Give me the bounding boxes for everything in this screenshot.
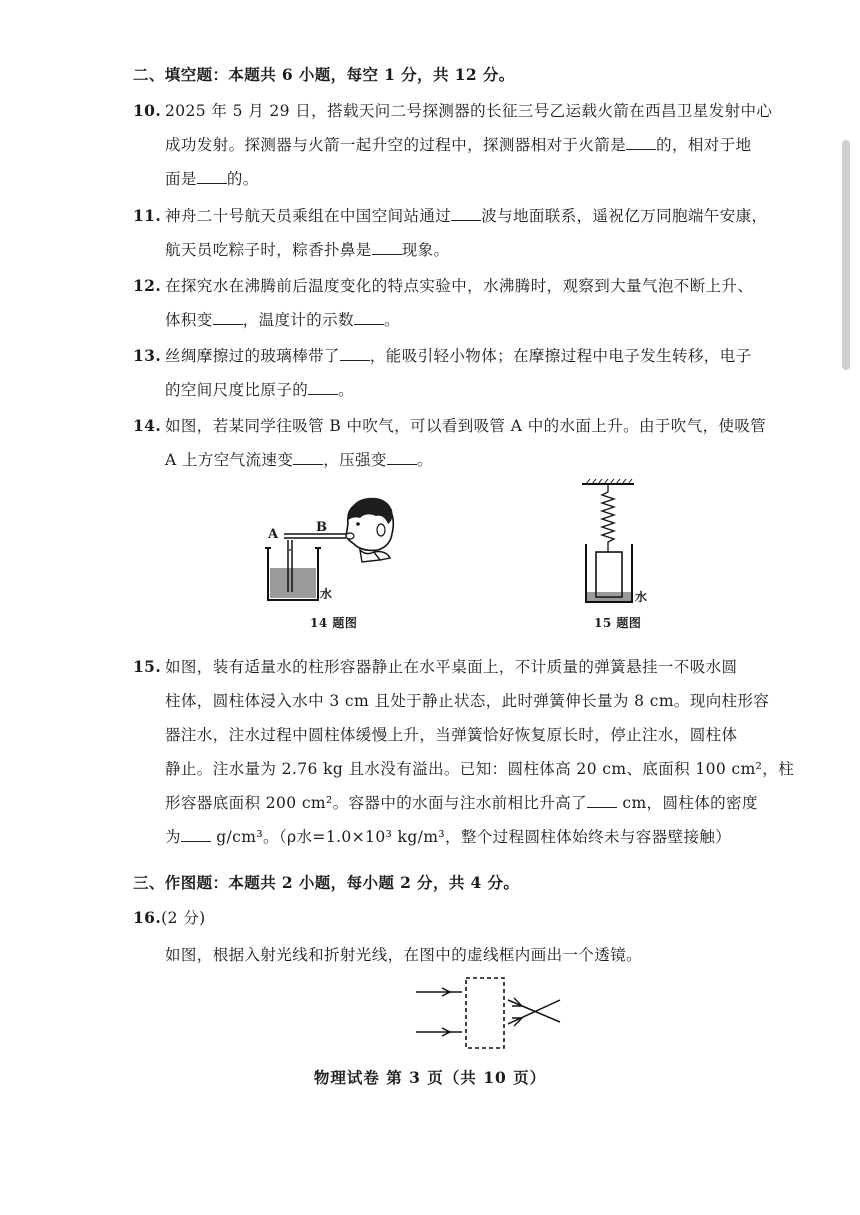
question-text: 的空间尺度比原子的 xyxy=(165,381,309,399)
section-3-title: 三、作图题：本题共 2 小题，每小题 2 分，共 4 分。 xyxy=(133,873,520,892)
figure-15-caption: 15 题图 xyxy=(594,616,642,630)
question-text: 如图，若某同学往吸管 B 中吹气，可以看到吸管 A 中的水面上升。由于吹气，使吸管 xyxy=(165,417,767,435)
question-number: 16. xyxy=(133,908,162,927)
answer-blank[interactable] xyxy=(387,450,417,465)
label-a: A xyxy=(268,527,279,542)
answer-blank[interactable] xyxy=(293,450,323,465)
question-text: ，能吸引轻小物体；在摩擦过程中电子发生转移，电子 xyxy=(369,347,752,365)
question-text: 器注水，注水过程中圆柱体缓慢上升，当弹簧恰好恢复原长时，停止注水，圆柱体 xyxy=(165,726,738,744)
answer-blank[interactable] xyxy=(354,310,384,325)
question-number: 14. xyxy=(133,416,162,435)
question-text: 在探究水在沸腾前后温度变化的特点实验中，水沸腾时，观察到大量气泡不断上升、 xyxy=(165,277,754,295)
question-text: cm，圆柱体的密度 xyxy=(622,794,758,812)
question-text: A 上方空气流速变 xyxy=(165,451,294,469)
question-score: (2 分) xyxy=(161,909,206,927)
answer-blank[interactable] xyxy=(626,135,656,150)
question-text: g/cm³。（ρ水=1.0×10³ kg/m³，整个过程圆柱体始终未与容器壁接触） xyxy=(216,828,732,846)
answer-blank[interactable] xyxy=(340,346,370,361)
question-text: ，温度计的示数 xyxy=(242,311,355,329)
question-number: 11. xyxy=(133,206,162,225)
question-text: 的。 xyxy=(226,170,259,188)
label-water: 水 xyxy=(635,590,648,604)
question-text: 如图，装有适量水的柱形容器静止在水平桌面上，不计质量的弹簧悬挂一不吸水圆 xyxy=(165,658,738,676)
answer-blank[interactable] xyxy=(308,380,338,395)
label-water: 水 xyxy=(320,587,333,601)
answer-blank[interactable] xyxy=(213,310,243,325)
answer-blank[interactable] xyxy=(587,793,617,808)
section-2-title: 二、填空题：本题共 6 小题，每空 1 分，共 12 分。 xyxy=(133,65,515,84)
figure-14-diagram xyxy=(262,494,422,604)
question-text: ，压强变 xyxy=(323,451,387,469)
answer-blank[interactable] xyxy=(451,206,481,221)
question-text: 。 xyxy=(338,381,355,399)
question-text: 成功发射。探测器与火箭一起升空的过程中，探测器相对于火箭是 xyxy=(165,136,627,154)
question-text: 丝绸摩擦过的玻璃棒带了 xyxy=(165,347,340,365)
question-text: 体积变 xyxy=(165,311,213,329)
question-text: 的，相对于地 xyxy=(656,136,752,154)
question-text: 如图，根据入射光线和折射光线，在图中的虚线框内画出一个透镜。 xyxy=(165,946,643,964)
scrollbar[interactable] xyxy=(842,140,850,370)
answer-blank[interactable] xyxy=(372,240,402,255)
page-footer: 物理试卷 第 3 页（共 10 页） xyxy=(313,1068,547,1087)
question-number: 15. xyxy=(133,657,162,676)
question-text: 神舟二十号航天员乘组在中国空间站通过 xyxy=(165,207,452,225)
label-b: B xyxy=(316,520,328,535)
question-number: 12. xyxy=(133,276,162,295)
question-number: 10. xyxy=(133,101,162,120)
answer-blank[interactable] xyxy=(197,169,227,184)
question-text: 2025 年 5 月 29 日，搭载天问二号探测器的长征三号乙运载火箭在西昌卫星发射中心 xyxy=(165,102,773,120)
answer-blank[interactable] xyxy=(181,827,211,842)
question-text: 柱体，圆柱体浸入水中 3 cm 且处于静止状态，此时弹簧伸长量为 8 cm。现向柱形容 xyxy=(165,692,770,710)
question-text: 为 xyxy=(165,828,181,846)
question-number: 13. xyxy=(133,346,162,365)
question-text: 。 xyxy=(416,451,433,469)
question-text: 面是 xyxy=(165,170,197,188)
figure-14-caption: 14 题图 xyxy=(310,616,358,630)
question-text: 航天员吃粽子时，粽香扑鼻是 xyxy=(165,241,372,259)
question-text: 静止。注水量为 2.76 kg 且水没有溢出。已知：圆柱体高 20 cm、底面积 100 cm²，柱 xyxy=(165,760,795,778)
question-text: 。 xyxy=(384,311,400,329)
question-text: 形容器底面积 200 cm²。容器中的水面与注水前相比升高了 xyxy=(165,794,588,812)
question-text: 波与地面联系，遥祝亿万同胞端午安康， xyxy=(481,207,768,225)
question-text: 现象。 xyxy=(401,241,450,259)
figure-16-lens-diagram xyxy=(412,974,572,1054)
